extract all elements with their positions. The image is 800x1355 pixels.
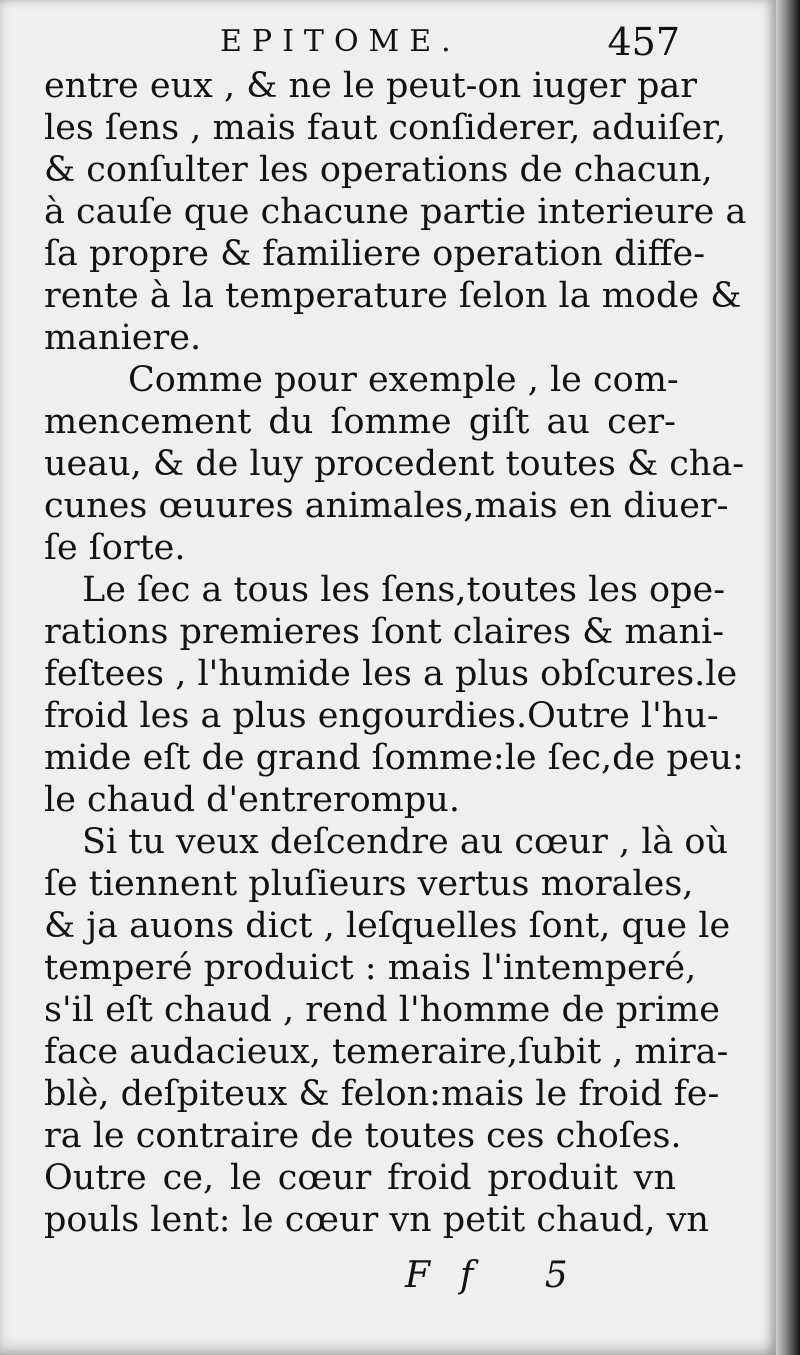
text-line: ſe ſorte. xyxy=(44,528,186,568)
text-line: Si tu veux deſcendre au cœur , là où xyxy=(82,822,729,862)
text-line: cunes œuures animales,mais en diuer- xyxy=(44,486,729,526)
running-title: EPITOME. xyxy=(220,24,461,59)
text-line: ſa propre & familiere operation diffe- xyxy=(44,234,706,274)
text-line: ra le contraire de toutes ces choſes. xyxy=(44,1116,682,1156)
text-line: entre eux , & ne le peut-on iuger par xyxy=(44,66,697,106)
text-line: à cauſe que chacune partie interieure a xyxy=(44,192,747,232)
text-line: rations premieres ſont claires & mani- xyxy=(44,612,725,652)
text-line: temperé produict : mais l'intemperé, xyxy=(44,948,697,988)
running-head xyxy=(40,20,680,64)
text-line: les ſens , mais faut conſiderer, aduiſer, xyxy=(44,108,727,148)
text-line: froid les a plus engourdies.Outre l'hu- xyxy=(44,696,719,736)
text-line: feſtees , l'humide les a plus obſcures.le xyxy=(44,654,738,694)
text-line: ſe tiennent pluſieurs vertus morales, xyxy=(44,864,694,904)
text-line: le chaud d'entrerompu. xyxy=(44,780,460,820)
text-line: mide eſt de grand ſomme:le ſec,de peu: xyxy=(44,738,744,778)
text-line: pouls lent: le cœur vn petit chaud, vn xyxy=(44,1200,709,1240)
text-line: & ja auons dict , leſquelles ſont, que le xyxy=(44,906,731,946)
signature-mark: Ff 5 xyxy=(405,1255,598,1296)
text-line: s'il eſt chaud , rend l'homme de prime xyxy=(44,990,720,1030)
page-number: 457 xyxy=(607,20,680,64)
page-edge-shadow xyxy=(776,0,800,1355)
text-line: mencement du ſomme giſt au cer- xyxy=(44,402,676,442)
text-line: blè, deſpiteux & felon:mais le froid fe- xyxy=(44,1074,720,1114)
text-line: rente à la temperature ſelon la mode & xyxy=(44,276,742,316)
text-line: Outre ce, le cœur froid produit vn xyxy=(44,1158,676,1198)
text-line: face audacieux, temeraire,ſubit , mira- xyxy=(44,1032,729,1072)
body-text xyxy=(44,65,747,1241)
text-line: Le ſec a tous les ſens,toutes les ope- xyxy=(82,570,726,610)
text-line: Comme pour exemple , le com- xyxy=(128,360,679,400)
text-line: ueau, & de luy procedent toutes & cha- xyxy=(44,444,745,484)
text-line: maniere. xyxy=(44,318,202,358)
text-line: & conſulter les operations de chacun, xyxy=(44,150,713,190)
